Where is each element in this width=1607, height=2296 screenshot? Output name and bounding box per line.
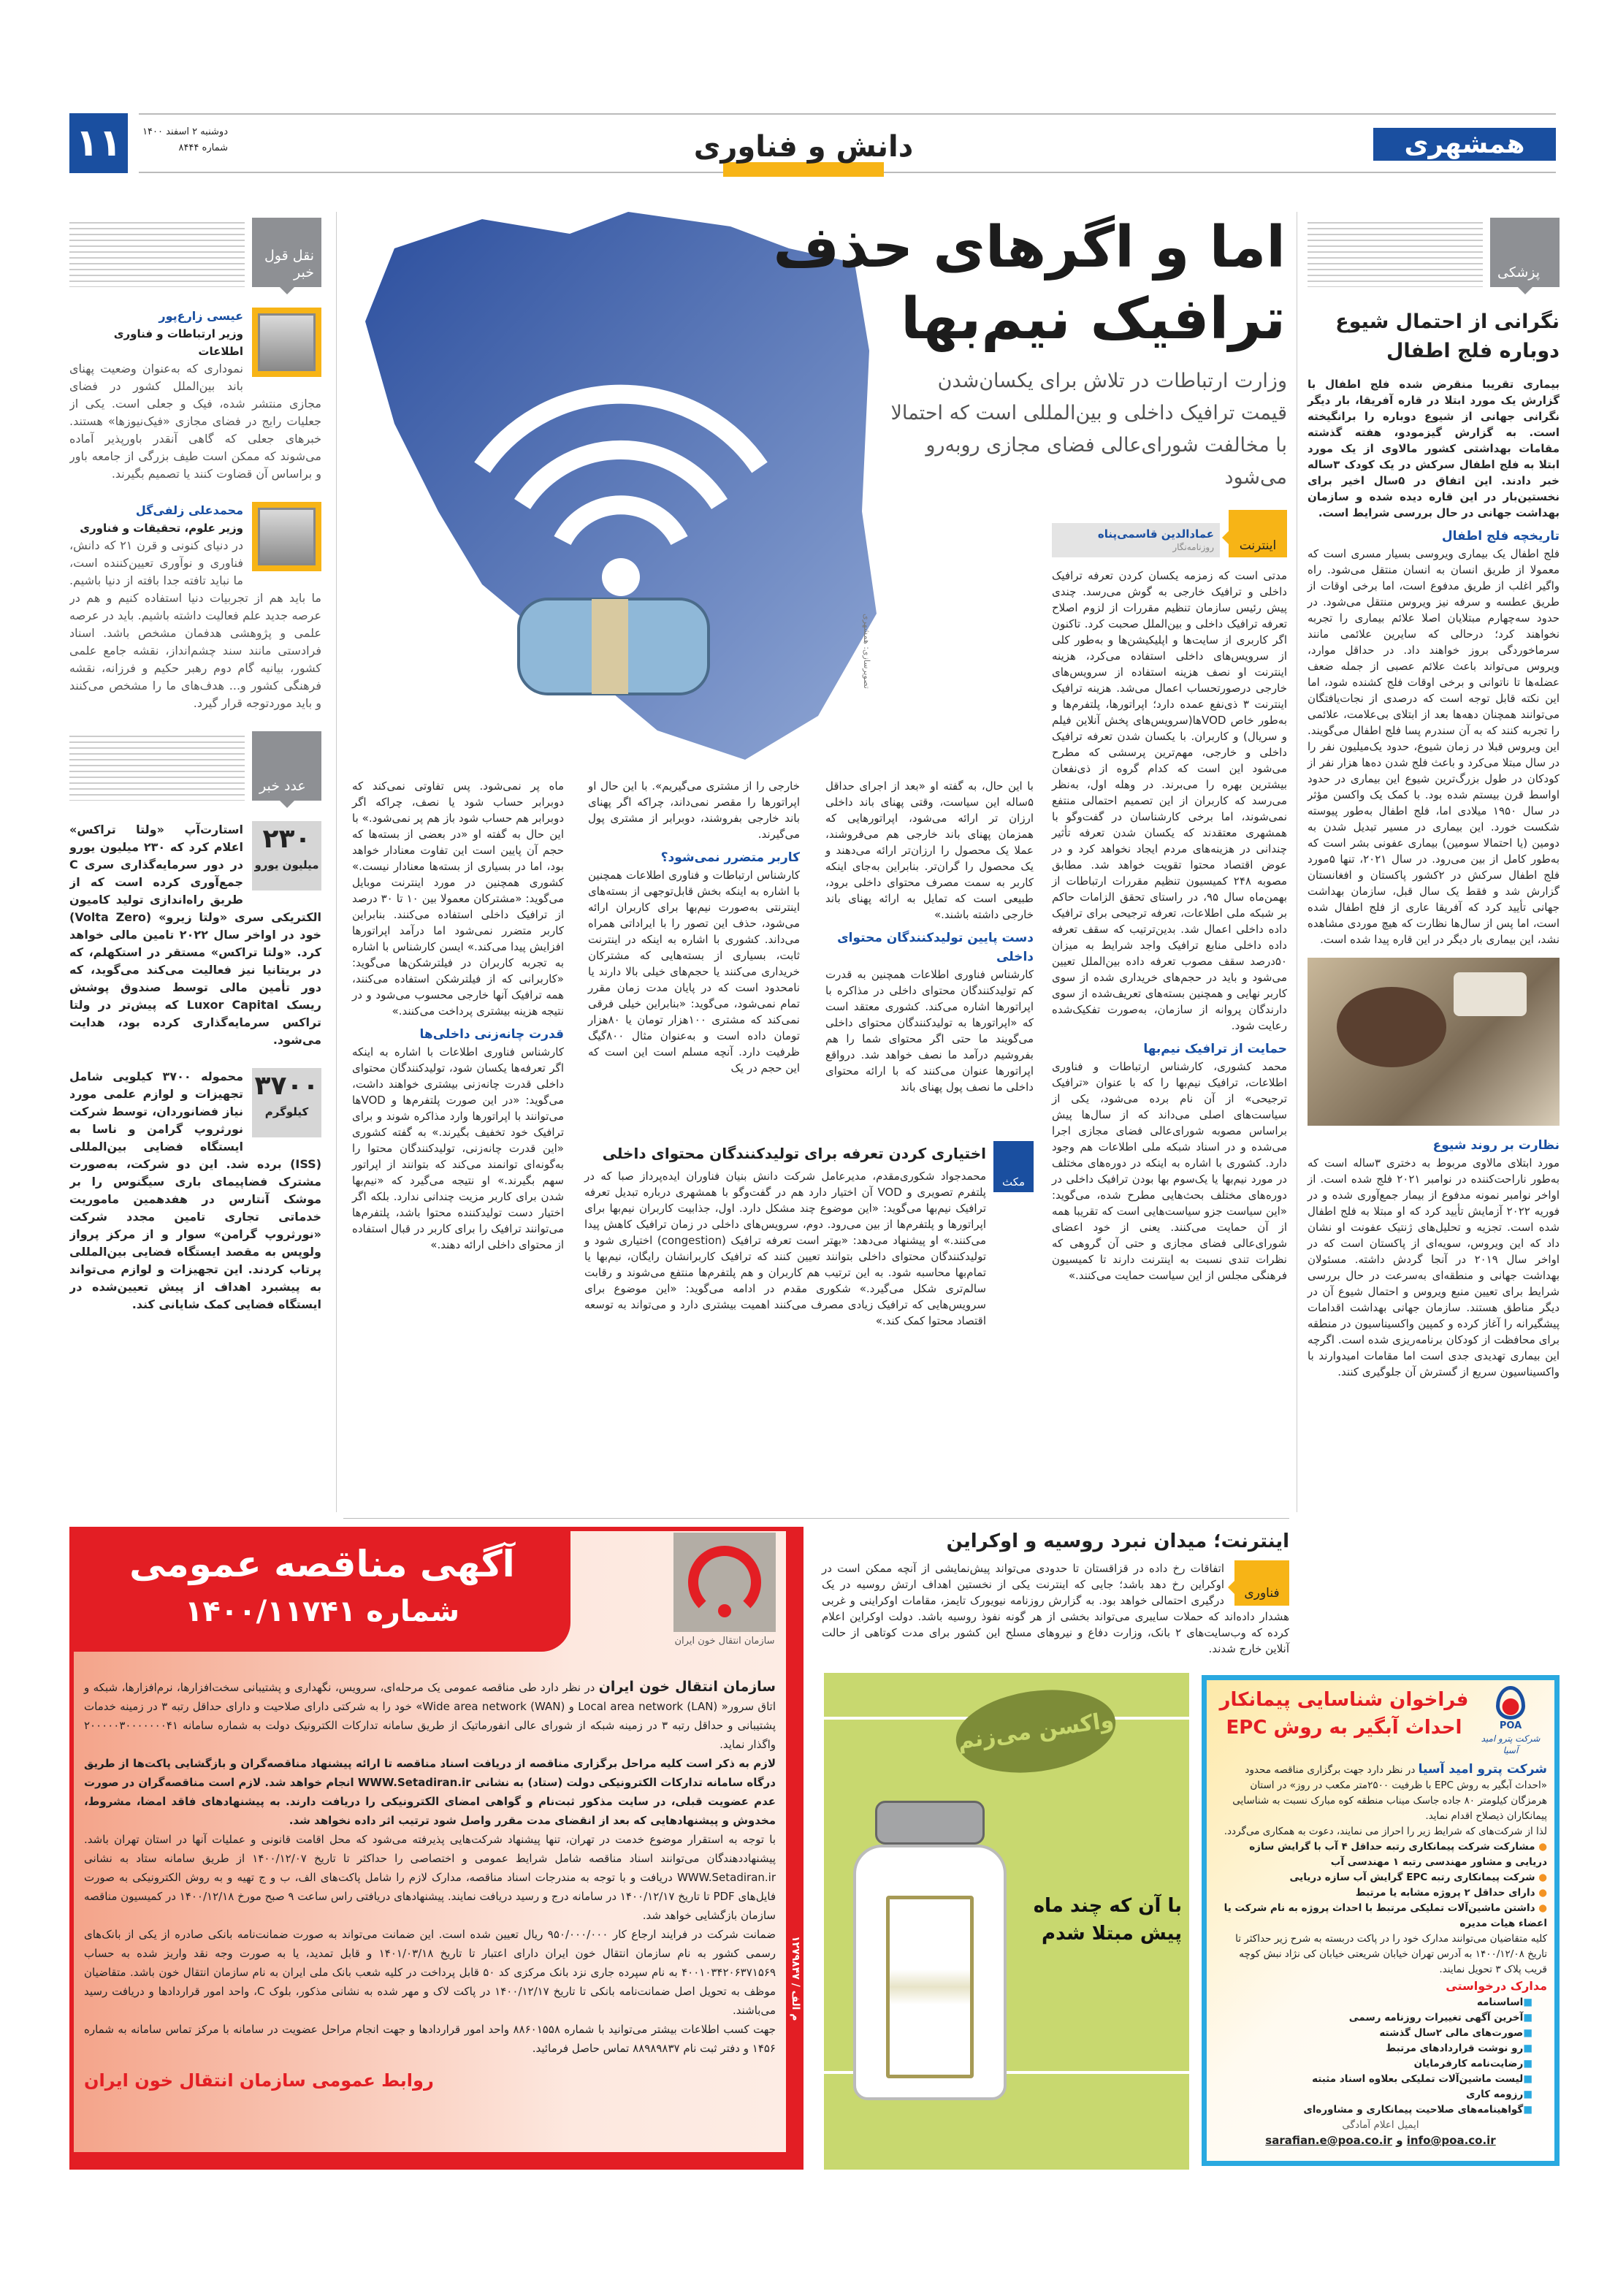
- subhead-domestic: دست پایین تولیدکنندگان محتوای داخلی: [837, 931, 1034, 964]
- number-box: [252, 821, 321, 890]
- blood-org-logo-text: سازمان انتقال خون ایران: [674, 1636, 775, 1647]
- ad-paragraph: ضمانت شرکت در فرایند ارجاع کار ۹۵۰/۰۰۰/۰۰۰ ریال تعیین شده است. این ضمانت می‌تواند به صورت ضمانت‌نامه بانکی صادره از یکی از بانک‌های رسمی کشور به نام سازمان انتقال خون ایران دارای اعتبار تا تاریخ ۱۴۰۱/۰۳/۱۸ و قابل تمدید، یا به صورت وجه نقد واریز شده به حساب ۴۰۰۱۰۳۴۲۰۶۳۷۱۵۶۹ به نام سپرده جاری نزد بانک مرکزی کد ۵۰ قابل پرداخت در کلیه شعب بانک ملی ایران به نام سازمان انتقال خون باشد. متقاضیان موظف به تحویل اصل ضمانت‌نامه بانکی تا تاریخ ۱۴۰۰/۱۲/۱۷ در پاکت لاک و مهر شده به نشانی مذکور، بلوک C، واحد امور قراردادها و دریافت رسید می‌باشند.: [84, 1928, 776, 2017]
- number-value: ۲۳۰: [262, 824, 311, 854]
- main-col-b2: کارشناس فناوری اطلاعات همچنین به قدرت کم تولیدکنندگان محتوای داخلی در مذاکره با اپراتورها اشاره می‌کند. کشوری معتقد است که «اپراتورها به تولیدکنندگان محتوای داخلی می‌گویند ما حتی اگر محتوای شما را هم بفروشیم درآمد ما نصف خواهد شد. درواقع اپراتورها عنوان می‌کنند که با ارائه محتوای داخلی ما نصف پول پهنای باند: [825, 968, 1034, 1094]
- polio-body-history: فلج اطفال یک بیماری ویروسی بسیار مسری است که معمولا از طریق انسان به انسان منتقل می‌شود. راه واگیر اغلب از طریق مدفوع است، اما برخی اوقات از طریق عطسه و سرفه نیز ویروس منتقل می‌شود. در حدود سه‌چهارم مبتلایان اصلا علائم بیماری را تجربه نخواهند کرد؛ درحالی که سایرین علائمی مانند سرماخوردگی بروز خواهند داد. در حداقل موارد، ویروس می‌تواند باعث علائم عصبی از جمله ضعف عضله‌ها تا ناتوانی و برخی اوقات فلج کشنده شود، اما این نکته قابل توجه است که درصدی از نجات‌یافتگان می‌توانند همچنان دهه‌ها بعد از ابتلای بی‌علامت، علائمی را تجربه کنند که به آن سندرم پسا فلج اطفال می‌گویند. این ویروس قبلا در زمان شیوع، حدود یک‌میلیون نفر را در سال مبتلا می‌کرد و باعث فلج شدن ده‌ها هزار نفر از کودکان در طول بزرگ‌ترین شیوع این بیماری در حدود اواسط قرن بیستم شده بود. با کمک یک واکسن مؤثر در سال ۱۹۵۰ میلادی اما، فلج اطفال به‌طور پیوسته شکست خورد. این بیماری در مسیر تبدیل شدن به دومین (یا احتمالا سومین) بیماری عفونی بشر است که به‌طور کامل از بین می‌رود. در سال ۲۰۲۱، تنها ۵مورد فلج اطفال سرکش در ۲کشور پاکستان و افغانستان گزارش شد و فقط یک سال قبل، سازمان بهداشت جهانی تأیید کرد که آفریقا عاری از فلج اطفال شده است، اما پس از سال‌ها نظارت که هیچ موردی مشاهده نشد، این بیماری بار دیگر در این قاره پیدا شده است.: [1308, 547, 1560, 946]
- polio-lead: بیماری تقریبا منقرض شده فلج اطفال با گزارش یک مورد ابتلا در قاره آفریقا، بار دیگر نگرانی جهانی از شیوع دوباره را برانگیخته است. به گزارش گیزمودو، هفته گذشته مقامات بهداشتی کشور مالاوی از یک مورد ابتلا به فلج اطفال سرکش در یک کودک ۳ساله خبر دادند. این اتفاق در ۵سال اخیر برای نخستین‌بار در این قاره دیده شده و سازمان بهداشت جهانی در حال بررسی شرایط است.: [1308, 378, 1560, 519]
- box-tag: مکث: [993, 1141, 1034, 1192]
- poa-title-line1: فراخوان شناسایی پیمانکار: [1219, 1689, 1469, 1711]
- main-col-d2: کارشناس فناوری اطلاعات با اشاره به اینکه اگر تعرفه‌ها یکسان شود، تولیدکنندگان محتوای داخلی قدرت چانه‌زنی بیشتری خواهند داشت، می‌گوید: «در این صورت پلتفرم‌ها و VODها می‌توانند با اپراتورها وارد مذاکره شوند و برای ترافیک خود تخفیف بگیرند.» به گفته کشوری «این قدرت چانه‌زنی، تولیدکنندگان محتوا را به‌گونه‌ای توانمند می‌کند که بتوانند از اپراتور سهم بگیرند.» او نتیجه می‌گیرد که «نیم‌بها شدن برای کاربر مزیت چندانی ندارد. بلکه اگر اختیار دست تولیدکننده محتوا باشد، پلتفرم‌ها می‌توانند ترافیک را برای کاربر در قبال استفاده از محتوای داخلی ارائه دهند.»: [352, 1045, 564, 1251]
- box-title: اختیاری کردن تعرفه برای تولیدکنندگان محتوای داخلی: [602, 1145, 986, 1162]
- poa-doc-item: ■رزومه کاری: [1465, 2089, 1532, 2100]
- polio-subhead-monitoring: نظارت بر روند شیوع: [1432, 1138, 1560, 1153]
- main-col-c2: کارشناس ارتباطات و فناوری اطلاعات همچنین با اشاره به اینکه بخش قابل‌توجهی از بسته‌های اینترنتی به‌صورت نیم‌بها برای کاربران ارائه می‌شود، حذف این تصور را با ایراداتی همراه می‌داند. کشوری با اشاره به اینکه در اینترنت ثابت، بسیاری از بسته‌هایی که مشترکان خریداری می‌کنند یا حجم‌های خیلی بالا دارند یا نامحدود است که در پایان مدت زمان مقرر تمام نمی‌شود، می‌گوید: «بنابراین خیلی فرقی نمی‌کند که مشتری ۱۰۰هزار تومان یا ۸۰هزار تومان داده است و به‌عنوان مثال ۸۰۰گیگ ظرفیت دارد. آنچه مسلم است این است که این حجم در یک: [588, 869, 800, 1075]
- ad-paragraph: با توجه به استقرار موضوع خدمت در تهران، تنها پیشنهاد شرکت‌هایی پذیرفته می‌شود که محل اقامت قانونی و عملیات آنها در استان تهران باشد. پیشنهاددهندگان می‌توانند اسناد مناقصه شامل شرایط عمومی و اختصاصی را حداکثر تا تاریخ ۱۴۰۰/۱۲/۰۷ از طریق سامانه ستاد به نشانی WWW.Setadiran.ir دریافت و با توجه به مندرجات اسناد مناقصه، مدارک لازم را شامل پاکت‌های الف، ب و ج تهیه و به روش الکترونیکی به صورت فایل‌های PDF تا تاریخ ۱۴۰۰/۱۲/۱۷ در سامانه درج و رسید دریافت نمایند. پیشنهادهای دریافتی راس ساعت ۹ صبح مورخ ۱۴۰۰/۱۲/۱۸ در کمیسیون مناقصه سازمان بازگشایی خواهد شد.: [84, 1833, 776, 1922]
- tag-technology: فناوری: [1234, 1560, 1289, 1606]
- flame-icon: [1496, 1686, 1525, 1720]
- quote-role: وزیر علوم، تحقیقات و فناوری: [80, 522, 243, 535]
- ad-paragraph: در نظر دارد طی مناقصه عمومی یک مرحله‌ای، سرویس، نگهداری و پشتیبانی سخت‌افزارها، نرم‌افزارها، شبکه و اتاق سرور« Local area network (LAN) و Wide area network (WAN)» خود را به شرکتی دارای صلاحیت و دارای حداقل رتبه ۳ در زمینه خدمات پشتیبانی و حداقل رتبه ۳ در زمینه شبکه از شورای عالی انفورماتیک از طریق سامانه تدارکات الکترونیک دولت به شماره سامانه ۲۰۰۰۰۰۳۰۰۰۰۰۰۰۴۱ واگذار نماید.: [84, 1681, 776, 1751]
- ad-blood-tender: [69, 1527, 804, 2170]
- main-col-a2: محمد کشوری، کارشناس ارتباطات و فناوری اطلاعات، ترافیک نیم‌بها را که با عنوان «ترافیک ترجیحی» از آن نام برده می‌شود، یکی از سیاست‌های اصلی می‌داند که از سال‌ها پیش براساس مصوبه شورای‌عالی فضای مجازی اجرا می‌شده و در اسناد شبکه ملی اطلاعات هم وجود دارد. کشوری با اشاره به اینکه در دوره‌های مختلف در مورد نیم‌بها یا یک‌سوم بها بودن ترافیک داخلی در دوره‌های مختلف بحث‌هایی مطرح شده، می‌گوید: «این سیاست جزو سیاست‌هایی است که تقریبا همه از آن حمایت می‌کنند. یعنی از خود اعضای شورای‌عالی فضای مجازی و حتی آن گروهی که نظرات تندی نسبت به اینترنت دارند تا کمیسیون فرهنگی مجلس از این سیاست حمایت می‌کنند.»: [1052, 1060, 1287, 1282]
- tag-medicine: پزشکی: [1490, 218, 1560, 287]
- quote-name: عیسی زارع‌پور: [159, 309, 243, 323]
- tag-quote: نقل قول خبر: [252, 218, 321, 287]
- ukraine-body: فناوری اتفاقات رخ داده در قزاقستان تا حدودی می‌تواند پیش‌نمایشی از آنچه ممکن است در اوکراین رخ دهد باشد؛ جایی که اینترنت یکی از نخستین اهداف ارتش روسیه در یک درگیری احتمالی خواهد بود. به گزارش روزنامه نیویورک تایمز، مقامات اوکراینی و غربی هشدار داده‌اند که حملات سایبری می‌تواند بخشی از هر گونه نفوذ روسیه باشد. دولت اوکراین اعلام کرده که وب‌سایت‌های ۲ بانک، وزارت دفاع و نیروهای مسلح این کشور برای مدت کوتاهی از حالت آنلاین خارج شدند.: [822, 1562, 1289, 1655]
- poa-condition: ● داشتن ماشین‌آلات تملیکی مرتبط با احداث پروژه به نام شرکت یا اعضاء هیات مدیره: [1224, 1902, 1547, 1929]
- poa-doc-item: ■گواهینامه‌های صلاحیت پیمانکاری و مشاوره‌ای: [1303, 2104, 1532, 2116]
- tag-number: عدد خبر: [252, 731, 321, 801]
- author-name[interactable]: عمادالدین قاسمی‌پناه: [1097, 527, 1214, 541]
- poa-doc-item: ■آخرین آگهی تغییرات روزنامه رسمی: [1348, 2012, 1532, 2024]
- ad-paragraph: لازم به ذکر است کلیه مراحل برگزاری مناقصه از دریافت اسناد مناقصه تا ارائه پیشنهاد مناقصه‌گران و بازگشایی پاکت‌ها از طریق درگاه سامانه تدارکات الکترونیکی دولت (ستاد) به نشانی WWW.Setadiran.ir انجام خواهد شد. لازم است مناقصه‌گران در صورت عدم عضویت قبلی، در سایت مذکور ثبت‌نام و گواهی امضای الکترونیکی را دریافت دارند. به پیشنهادهای فاقد امضا، مشروط، مخدوش و پیشنهادهایی که بعد از انقضای مدت مقرر واصل شود ترتیب اثر داده نخواهد شد.: [84, 1757, 776, 1827]
- number-box: [252, 1068, 321, 1137]
- main-deck: وزارت ارتباطات در تلاش برای یکسان‌شدن قیمت ترافیک داخلی و بین‌المللی است که احتمالا با مخالفت شورای‌عالی فضای مجازی روبه‌رو می‌شود: [890, 370, 1287, 489]
- author-role: روزنامه‌نگار: [1172, 542, 1214, 552]
- poa-doc-item: ■صورت‌های مالی ۲سال گذشته: [1379, 2027, 1532, 2039]
- poa-logo: POA شرکت پترو امید آسیا: [1474, 1686, 1547, 1756]
- ad-vaccine: [824, 1673, 1189, 2170]
- vaccine-text-line1: با آن که چند ماه: [1033, 1895, 1182, 1917]
- poa-email-1[interactable]: info@poa.co.ir: [1406, 2134, 1496, 2147]
- vaccine-text-line2: پیش مبتلا شدم: [1042, 1923, 1182, 1945]
- poa-email-label: ایمیل اعلام آمادگی: [1342, 2119, 1419, 2131]
- newspaper-logo[interactable]: همشهری: [1373, 128, 1556, 161]
- illustration-credit: تصویرسازی: همشهری: [862, 614, 871, 689]
- ad-signature: روابط عمومی سازمان انتقال خون ایران: [84, 2070, 434, 2091]
- page-number: ۱۱: [69, 113, 128, 173]
- main-col-b: با این حال، به گفته او «بعد از اجرای حداقل ۵ساله این سیاست، وقتی پهنای باند داخلی ارزان تر ارائه می‌شود، اپراتورهایی که همزمان پهنای باند خارجی هم می‌فروشند، عملا یک محصول را ارزان‌تر ارائه می‌دهند و یک محصول را گران‌تر. بنابراین به‌جای اینکه کاربر به سمت مصرف محتوای داخلی برود، طبیعی است که تمایل به ارائه پهنای باند خارجی داشته باشند.»: [825, 779, 1034, 921]
- number-value: ۳۷۰۰: [254, 1071, 319, 1101]
- polio-body-monitoring: مورد ابتلای مالاوی مربوط به دختری ۳ساله است که به‌طور ناراحت‌کننده در نوامبر ۲۰۲۱ فلج شده است. از اواخر نوامبر نمونه مدفوع از بیمار جمع‌آوری شده و در فوریه ۲۰۲۲ آزمایش تأیید کرد که او مبتلا به فلج اطفال شده است. تجزیه و تحلیل‌های ژنتیک عفونت او نشان داد که این ویروس، سویه‌ای از پاکستان است که در اواخر سال ۲۰۱۹ در آنجا گردش داشته. مسئولان بهداشت جهانی و منطقه‌ای به‌سرعت در حال بررسی شرایط برای تعیین منبع ویروس و احتمال شیوع آن در دیگر مناطق هستند. سازمان جهانی بهداشت اقدامات پیشگیرانه را آغاز کرده و کمپین واکسیناسیون در منطقه برای محافظت از کودکان برنامه‌ریزی شده است. اگرچه این بیماری تهدیدی جدی است اما مقامات امیدوارند با واکسیناسیون سریع از گسترش آن جلوگیری کنند.: [1308, 1156, 1560, 1378]
- main-col-a: مدتی است که زمزمه یکسان کردن تعرفه ترافیک داخلی و ترافیک خارجی به گوش می‌رسد. چندی پیش رئیس سازمان تنظیم مقررات از لزوم اصلاح تعرفه ترافیک داخلی و بین‌الملل صحبت کرد. تاکنون اگر کاربری از سایت‌ها و اپلیکیشن‌ها و به‌طور کلی از سرویس‌های داخلی استفاده می‌کرد، هزینه اینترنت او نصف هزینه استفاده از سرویس‌های خارجی درصورتحساب اعمال می‌شد. هزینه ترافیک اینترنت ۳ ذی‌نفع عمده دارد؛ اپراتورها، پلتفرم‌ها و به‌طور خاص VODها(سرویس‌های پخش آنلاین فیلم و سریال) و کاربران. با یکسان شدن تعرفه ترافیک داخلی و خارجی، مهم‌ترین پرسشی که مطرح می‌شود این است که کدام گروه از ذی‌نفعان بیشترین بهره را می‌برند. در وهله اول، به‌نظر می‌رسد که کاربران از این تصمیم احتمالی منتفع نمی‌شوند، اما برخی کارشناسان در گفت‌وگو با همشهری معتقدند که یکسان شدن تعرفه تأثیر چندانی در هزینه‌های مردم ایجاد نخواهد کرد و در عوض اقتصاد محتوا تقویت خواهد شد. مطابق مصوبه ۲۴۸ کمیسیون تنظیم مقررات ارتباطات از بهمن‌ماه سال ۹۵، در راستای تحقق الزامات حاکم بر شبکه ملی اطلاعات، تعرفه ترجیحی برای ترافیک داده داخلی اعمال شد. بدین‌ترتیب که سقف تعرفه داده داخلی منابع ترافیک واجد شرایط به میزان ۵۰درصد سقف مصوب تعرفه داده بین‌الملل تعیین می‌شود و باید در حجم‌های خریداری شده از سوی کاربر نهایی و همچنین بسته‌های تعریف‌شده از سوی دارندگان پروانه از سازمان، به‌صورت تفکیک‌شده رعایت شود.: [1052, 569, 1287, 1032]
- poa-invite: لذا از شرکت‌های که شرایط زیر را احراز می نمایند، دعوت به همکاری می‌گردد.: [1224, 1826, 1547, 1837]
- ad-poa: POA شرکت پترو امید آسیا فراخوان شناسایی پیمانکار احداث آبگیر به روش EPC شرکت پترو امید آسیا در نظر دارد جهت برگزاری مناقصه محدود «احداث آبگیر به روش EPC با ظرفیت ۲۵۰۰متر مکعب در روز» در استان هرمزگان کیلومتر ۸۰ جاده جاسک میناب منطقه کوه مبارک نسبت به شناسایی پیمانکاران ذیصلاح اقدام نماید. لذا از شرکت‌های که شرایط زیر را احراز می نمایند، دعوت به همکاری می‌گردد. ● مشارکت شرکت پیمانکاری رتبه حداقل ۴ آب با گرایش سازه دریایی و مشاور مهندسی رتبه ۱ مهندسی آب ● شرکت پیمانکاری رتبه EPC گرایش آب سازه دریایی ● دارای حداقل ۲ پروژه مشابه یا مرتبط ● داشتن ماشین‌آلات تملیکی مرتبط با احداث پروژه به نام شرکت یا اعضاء هیات مدیره کلیه متقاضیان می‌توانند مدارک خود را در پاکت دربسته به شرح زیر حداکثر تا تاریخ ۱۴۰۰/۱۲/۰۸ به آدرس تهران خیابان شریعتی خیابان کی نژاد نبش کوچه قریب پلاک ۳ تحویل نمایند. مدارک درخواستی ■اساسنامه ■آخرین آگهی تغییرات روزنامه رسمی ■صورت‌های مالی ۲سال گذشته ■رو نوشت قراردادهای مرتبط ■رضایت‌نامه کارفرمایان ■لیست ماشین‌آلات تملیکی بعلاوه اسناد مثبته ■رزومه کاری ■گواهینامه‌های صلاحیت پیمانکاری و مشاوره‌ای ایمیل اعلام آمادگی sarafian.e@poa.co.ir و info@poa.co.ir: [1202, 1675, 1560, 2166]
- hand-figure-icon: [1454, 972, 1527, 1016]
- subhead-support: حمایت از ترافیک نیم‌بها: [1143, 1042, 1287, 1056]
- poa-doc-item: ■اساسنامه: [1476, 1996, 1532, 2008]
- ukraine-title: اینترنت؛ میدان نبرد روسیه و اوکراین: [946, 1530, 1289, 1552]
- poa-condition: ● مشارکت شرکت پیمانکاری رتبه حداقل ۴ آب با گرایش سازه دریایی و مشاور مهندسی رتبه ۱ مهندسی آب: [1249, 1841, 1547, 1868]
- poa-docs-title: مدارک درخواستی: [1446, 1979, 1547, 1993]
- quote-text: در دنیای کنونی و قرن ۲۱ که دانش، فناوری و نوآوری تعیین‌کننده است، ما نباید تافته جدا بافته از دنیا باشیم. ما باید هم از تجربیات دنیا استفاده کنیم و هم در عرصه جدید علم فعالیت داشته باشیم. باید در عرصه علمی و پژوهشی هدفمان مشخص باشد. اسناد فرادستی مانند سند چشم‌انداز، نقشه جامع علمی کشور، بیانیه گام دوم رهبر حکیم و فرزانه، نقشه فرهنگی کشور و... هدف‌های ما را مشخص می‌کنند و باید موردتوجه قرار گیرد.: [69, 538, 321, 710]
- number-unit: کیلوگرم: [264, 1105, 309, 1118]
- subhead-bargain: قدرت چانه‌زنی داخلی‌ها: [419, 1027, 564, 1042]
- main-headline-line1: اما و اگرهای حذف: [773, 215, 1286, 281]
- blood-org-logo: [673, 1533, 776, 1632]
- poa-doc-item: ■رضایت‌نامه کارفرمایان: [1413, 2058, 1532, 2070]
- box-body: محمدجواد شکوری‌مقدم، مدیرعامل شرکت دانش بنیان فناوران ایده‌پرداز صبا که در پلتفرم تصویری و VOD آن اختیار دارد هم در گفت‌وگو با همشهری درباره تبدیل تعرفه ترافیک نیم‌بها می‌گوید: «این موضوع چند مشکل دارد. اول، جذابیت کاربران نیم‌بها برای اپراتورها و پلتفرم‌ها از بین می‌رود. دوم، سرویس‌های داخلی در زمان ترافیک کاهش پیدا می‌کنند.» او پیشنهاد می‌دهد: «بهتر است تعرفه ترافیک (congestion) اختیاری شود و تولیدکنندگان محتوای داخلی بتوانند تعیین کنند که ترافیک کاربرانشان رایگان، نیم‌بها یا تمام‌بها محاسبه شود. به این ترتیب هم کاربران و هم پلتفرم‌ها منتفع می‌شوند و رقابت سالم‌تری شکل می‌گیرد.» شکوری مقدم در ادامه می‌گوید: «این موضوع برای سرویس‌هایی که ترافیک زیادی مصرف می‌کنند اهمیت بیشتری دارد و می‌تواند به توسعه اقتصاد محتوا کمک کند.»: [584, 1170, 986, 1327]
- polio-title: نگرانی از احتمال شیوع دوباره فلج اطفال: [1335, 310, 1560, 362]
- vial-hourglass-icon: [853, 1801, 1007, 2100]
- poa-company: شرکت پترو امید آسیا: [1418, 1762, 1547, 1777]
- section-title: دانش و فناوری: [693, 130, 914, 164]
- ad-org-name: سازمان انتقال خون ایران: [598, 1679, 776, 1695]
- main-headline-line2: ترافیک نیم‌بها: [901, 286, 1286, 352]
- number-text: استارت‌آپ «ولتا تراکس» اعلام کرد که ۲۳۰ میلیون یورو در دور سرمایه‌گذاری سری C جمع‌آوری کرده است که از طریق راه‌اندازی تولید کامیون الکتریکی سری «ولتا زیرو» (Volta Zero) خود در اواخر سال ۲۰۲۲ تامین مالی خواهد کرد. «ولتا تراکس» مستقر در استکهلم، که در بریتانیا نیز فعالیت می‌کند می‌گوید، که دور تأمین مالی توسط صندوق پوشش ریسک Luxor Capital که پیش‌تر در ولتا تراکس سرمایه‌گذاری کرده بود، هدایت می‌شود.: [69, 823, 321, 1047]
- poa-doc-item: ■لیست ماشین‌آلات تملیکی بعلاوه اسناد مثبته: [1312, 2073, 1532, 2085]
- tag-rule: [1308, 218, 1560, 287]
- quote-role: وزیر ارتباطات و فناوری اطلاعات: [113, 327, 243, 358]
- poa-signature: شرکت پترو امید آسیا: [1481, 1734, 1541, 1755]
- poa-title-line2: احداث آبگیر به روش EPC: [1226, 1717, 1462, 1739]
- poa-condition: ● دارای حداقل ۲ پروژه مشابه یا مرتبط: [1355, 1887, 1547, 1899]
- poa-condition: ● شرکت پیمانکاری رتبه EPC گرایش آب سازه دریایی: [1289, 1872, 1547, 1883]
- avatar-zarepour: [252, 308, 321, 377]
- ad-code: ۱۲۷۹۸۴۷ / م الف: [790, 1936, 801, 2021]
- main-col-d: ماه پر نمی‌شود. پس تفاوتی نمی‌کند که دوبرابر حساب شود یا نصف، چراکه اگر دوبرابر هم حساب شود باز هم پر نمی‌شود.» با این حال به گفته او «در بعضی از بسته‌ها که حجم آن پایین است این تفاوت معنادار خواهد بود، اما در بسیاری از بسته‌ها معنادار نیست.» کشوری همچنین در مورد اینترنت موبایل می‌گوید: «مشترکان معمولا بین ۱۰ تا ۳۰ درصد از ترافیک داخلی استفاده می‌کنند. بنابراین کاربر متضرر نمی‌شود اما درآمد اپراتورها افزایش پیدا می‌کند.» ایسن کارشناس با اشاره به تجربه کاربران در فیلترشکن‌ها می‌گوید: «کاربرانی که از فیلترشکن استفاده می‌کنند، همه ترافیک آنها خارجی محسوب می‌شود و در نتیجه هزینه بیشتری پرداخت می‌کنند.»: [352, 779, 565, 1018]
- poa-doc-item: ■رو نوشت قراردادهای مرتبط: [1386, 2043, 1532, 2054]
- poa-intro: در نظر دارد جهت برگزاری مناقصه محدود «احداث آبگیر به روش EPC با ظرفیت ۲۵۰۰متر مکعب در روز» در استان هرمزگان کیلومتر ۸۰ جاده جاسک میناب منطقه کوه مبارک نسبت به شناسایی پیمانکاران ذیصلاح اقدام نماید.: [1232, 1764, 1547, 1822]
- issue-number: شماره ۸۴۴۴: [178, 142, 228, 153]
- main-col-c: خارجی را از مشتری می‌گیریم». با این حال او اپراتورها را مقصر نمی‌داند، چراکه اگر پهنای باند خارجی بفروشند، دوبرابر از مشتری پول می‌گیرند.: [588, 779, 800, 841]
- poa-email-2[interactable]: sarafian.e@poa.co.ir: [1265, 2134, 1392, 2147]
- poa-deadline: کلیه متقاضیان می‌توانند مدارک خود را در پاکت دربسته به شرح زیر حداکثر تا تاریخ ۱۴۰۰/۱۲/۰۸ به آدرس تهران خیابان شریعتی خیابان کی نژاد نبش کوچه قریب پلاک ۳ تحویل نمایند.: [1235, 1933, 1547, 1975]
- tag-internet: اینترنت: [1229, 510, 1287, 557]
- ad-paragraph: جهت کسب اطلاعات بیشتر می‌توانید با شماره ۸۸۶۰۱۵۵۸ واحد امور قراردادها و جهت انجام مراحل عضویت در سامانه با مرکز تماس سامانه به شماره ۱۴۵۶ و دفتر ثبت نام ۸۸۹۸۹۸۳۷ تماس حاصل فرمائید.: [84, 2023, 776, 2055]
- ad-number: شماره ۱۴۰۰/۱۱۷۴۱: [184, 1595, 460, 1628]
- vaccine-stamp: واکسن می‌زنم: [950, 1680, 1121, 1782]
- quote-text: نموداری که به‌عنوان وضعیت پهنای باند بین‌الملل کشور در فضای مجازی منتشر شده، فیک و جعلی است. یکی از جعلیات رایج در فضای مجازی «فیک‌نیوزها» هستند. خبرهای جعلی که گاهی آنقدر باورپذیر آماده می‌شوند که ممکن است طیف بزرگی از جامعه باور و براساس آن قضاوت کنند یا تصمیم بگیرند.: [69, 362, 321, 481]
- subhead-user: کاربر متضرر نمی‌شود؟: [660, 850, 800, 865]
- ad-title: آگهی مناقصه عمومی: [129, 1543, 515, 1585]
- quote-name: محمدعلی زلفی‌گل: [135, 503, 243, 517]
- avatar-zolfigol: [252, 502, 321, 571]
- issue-date: دوشنبه ۲ اسفند ۱۴۰۰: [142, 126, 228, 137]
- section-underline: [723, 162, 884, 177]
- polio-photo: [1308, 958, 1560, 1126]
- number-unit: میلیون یورو: [254, 858, 319, 872]
- number-text: محموله ۳۷۰۰ کیلویی شامل تجهیزات و لوازم علمی مورد نیاز فضانوردان، توسط شرکت نورثروپ گرامن و ناسا به ایستگاه فضایی بین‌المللی (ISS) برده شد. این دو شرکت، به‌صورت مشترک فضاپیمای باری سیگنوس را بر موشک آنتارس در هفدهمین ماموریت خدماتی تجاری تامین مجدد شرکت «نورثروپ گرامن» سوار و از مرکز پرواز ولوپس به مقصد ایستگاه فضایی بین‌المللی پرتاب کردند. این تجهیزات و لوازم می‌تواند به پیشبرد اهداف از پیش تعیین‌شده در ایستگاه فضایی کمک شایانی کند.: [69, 1069, 321, 1311]
- polio-subhead-history: تاریخچه فلج اطفال: [1441, 529, 1560, 544]
- child-figure-icon: [1337, 987, 1446, 1067]
